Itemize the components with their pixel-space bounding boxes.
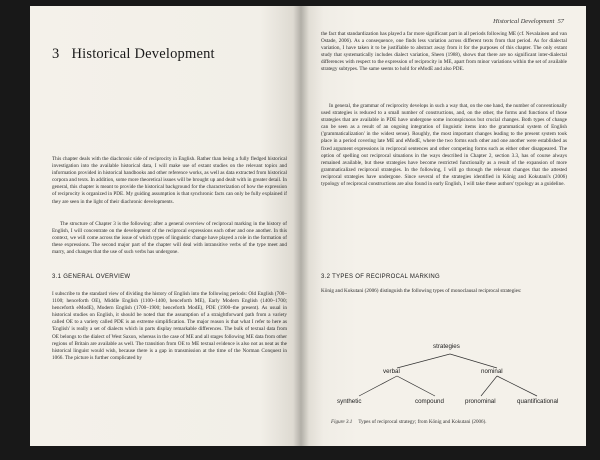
edge-root-nominal [450, 354, 497, 368]
tree-leaf-compound: compound [415, 398, 444, 405]
running-head-title: Historical Development [493, 18, 555, 25]
edge-verbal-compound [397, 376, 435, 396]
page-number: 57 [557, 18, 564, 25]
chapter-title-text: Historical Development [71, 46, 215, 62]
tree-leaf-quantificational: quantificational [517, 398, 559, 405]
tree-leaf-pronominal: pronominal [465, 398, 496, 405]
paragraph-3: König and Kokutani (2006) distinguish the following types of monoclausal reciprocal strategies: [321, 288, 522, 294]
chapter-number: 3 [52, 46, 60, 62]
tree-node-verbal: verbal [383, 368, 400, 375]
right-page [301, 6, 586, 446]
edge-nominal-quantificational [497, 376, 537, 396]
tree-node-nominal: nominal [481, 368, 503, 375]
tree-leaf-synthetic: synthetic [337, 398, 362, 405]
running-head [493, 18, 564, 25]
paragraph-1: the fact that standardization has played a far more significant part in all periods following ME (cf. Nevalainen and van Ostade, 2006). As a consequence, one finds less variation across different texts from that period. As for dialectal variation, I have taken it to be justifiable to abstract away from it for the purposes of this chapter. The only extant study that systematically includes dialect variation, Sheen (1988), shows that there are no significant inter-dialectal differences with respect to the expression of reciprocity in ME, apart from minor variations within the set of available strategy subtypes. The same seems to hold for eModE and also PDE. [321, 31, 567, 73]
section-heading-3-2: 3.2 TYPES OF RECIPROCAL MARKING [321, 274, 440, 280]
left-page [30, 6, 301, 446]
overview-paragraph: I subscribe to the standard view of dividing the history of English into the following periods: Old English (700–1100; henceforth OE), Middle English (1100–1400, henceforth ME), Early Modern English (1400–1700; henceforth eModE), Modern English (1700–1900; henceforth ModE), PDE (1900–the present). As usual in historical studies on English, it should be noted that the assumption of a straightforward path from a variety called OE to a variety called PDE is an extreme simplification. The major reason is that what I refer to here as 'English' is really a set of dialects which in parts display remarkable differences. The bulk of textual data from OE belongs to the dialect of West Saxon, whereas in the case of ME and all stages following ME data from other regions of Britain are available as well. The transition from OE to ME textual evidence is also not as neat as the historical linguist would wish, because there is a gap in transmission at the time of the Norman Conquest in 1066. The picture is further complicated by [52, 291, 287, 361]
intro-paragraph: This chapter deals with the diachronic side of reciprocity in English. Rather than being a fully fledged historical investigation into the available historical data, I will make use of extant studies on the relevant topics and information provided in historical handbooks and other reference works, as well as data extracted from historical corpora and texts. In addition, some more theoretical issues will be brought up and dealt with in greater detail. In general, this chapter is meant to provide the historical background for the characterization of how the expression of reciprocity is organized in PDE. My guiding assumption is that synchronic facts can only be fully explained if they are seen in the light of their diachronic developments. [52, 156, 287, 205]
caption-label: Figure 3.1 [331, 419, 353, 425]
caption-text: Types of reciprocal strategy; from König and Kokutani (2006). [358, 419, 487, 425]
chapter-title [52, 46, 215, 63]
figure-reciprocal-types-tree [329, 342, 569, 414]
paragraph-2: In general, the grammar of reciprocity develops in such a way that, on the one hand, the number of conventionally used strategies is reduced to a small number of constructions, and, on the other, the forms and functions of those strategies that are available in PDE have undergone some inconspicuous but crucial changes. Both types of change can be seen as a result of an ongoing integration of linguistic items into the grammatical system of English ('grammaticalization' in the widest sense). Roughly, the most important changes leading to the present system took place in a period covering late ME and eModE, where the two forms each other and one another were established as fixed argument expressions in reciprocal sentences and other competing forms such as either other disappeared. The option of spelling out reciprocal situations in the ways described in Chapter 2, section 3.3, has of course always remained available, but these strategies have become restricted functionally as a result of the expansion of more grammaticalized reciprocal strategies. In the following, I will go through the relevant changes that the attested reciprocal strategies have undergone. Since several of the strategies identified in König and Kokutani's (2006) typology of reciprocal constructions are also found in early English, I will take these authors' typology as a guideline. [321, 103, 567, 188]
tree-node-root: strategies [433, 343, 460, 350]
structure-paragraph: The structure of Chapter 3 is the following: after a general overview of reciprocal marking in the history of English, I will concentrate on the development of the reciprocal expressions each other and one another. In this context, we will come across the issue of which types of linguistic change have played a role in the formation of these expressions. The second major part of the chapter will deal with intransitive verbs of the type meet and marry, and changes that the use of such verbs has undergone. [52, 221, 287, 256]
section-heading-3-1: 3.1 GENERAL OVERVIEW [52, 274, 131, 280]
figure-caption [331, 419, 487, 425]
edge-root-verbal [397, 354, 450, 368]
edge-nominal-pronominal [481, 376, 497, 396]
book-gutter-shadow [293, 6, 309, 446]
edge-verbal-synthetic [359, 376, 397, 396]
